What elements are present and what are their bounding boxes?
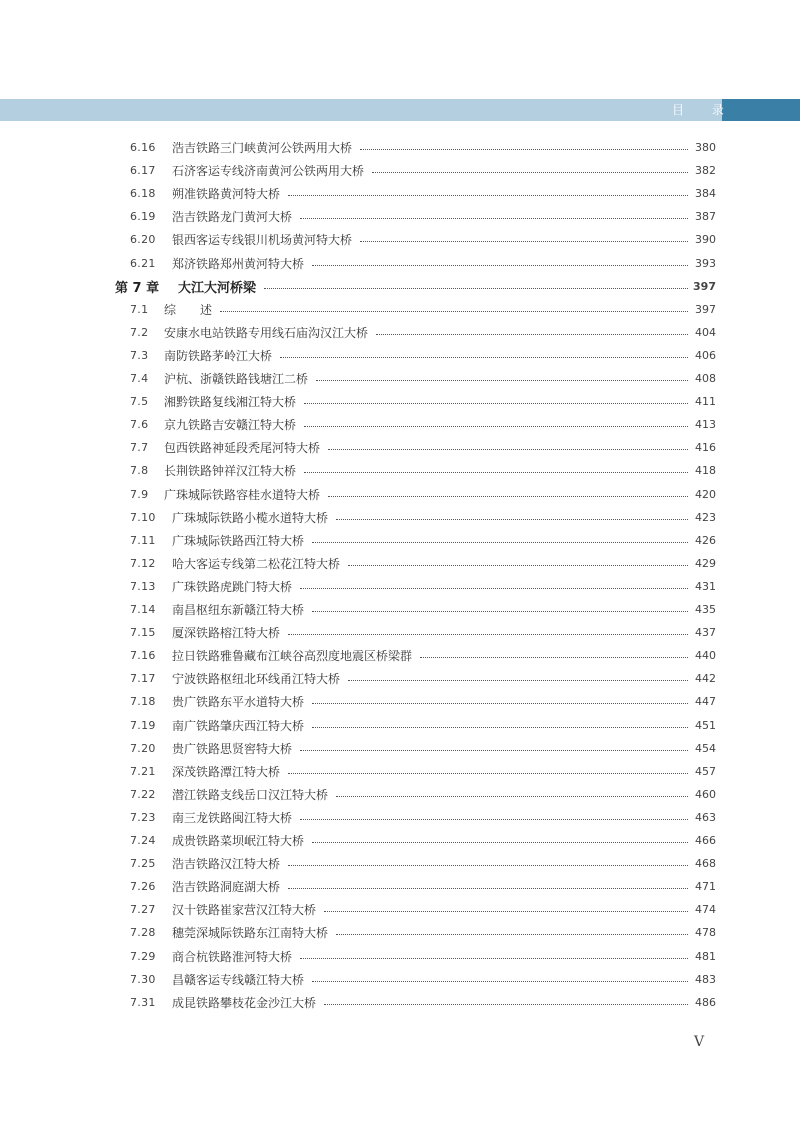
toc-entry-page: 468 bbox=[695, 857, 716, 871]
toc-entry-title: 拉日铁路雅鲁藏布江峡谷高烈度地震区桥梁群 bbox=[172, 649, 413, 664]
toc-entry-number: 7.5 bbox=[130, 395, 149, 409]
dot-leader bbox=[328, 495, 688, 497]
dot-leader bbox=[288, 864, 688, 866]
toc-entry-number: 7.17 bbox=[130, 672, 156, 686]
dot-leader bbox=[304, 425, 688, 427]
toc-entry[interactable] bbox=[0, 459, 800, 482]
chapter-label: 第 7 章 bbox=[115, 280, 160, 296]
toc-entry-number: 6.19 bbox=[130, 210, 156, 224]
page-number: V bbox=[694, 1034, 705, 1050]
toc-entry[interactable] bbox=[0, 690, 800, 713]
toc-entry-page: 440 bbox=[695, 649, 716, 663]
dot-leader bbox=[312, 841, 688, 843]
dot-leader bbox=[420, 656, 688, 658]
toc-entry-number: 7.22 bbox=[130, 787, 156, 801]
toc-entry-title: 广珠铁路虎跳门特大桥 bbox=[172, 579, 293, 594]
toc-entry-title: 汉十铁路崔家营汉江特大桥 bbox=[172, 903, 317, 918]
toc-entry-number: 7.25 bbox=[130, 857, 156, 871]
toc-entry-page: 404 bbox=[695, 325, 716, 339]
toc-entry-number: 6.18 bbox=[130, 187, 156, 201]
dot-leader bbox=[304, 471, 688, 473]
toc-entry-title: 深茂铁路潭江特大桥 bbox=[172, 764, 281, 779]
toc-entry-number: 7.28 bbox=[130, 926, 156, 940]
toc-entry-number: 7.15 bbox=[130, 626, 156, 640]
toc-entry[interactable] bbox=[0, 436, 800, 459]
toc-entry-page: 435 bbox=[695, 603, 716, 616]
table-of-contents bbox=[0, 136, 800, 1014]
toc-entry-number: 7.26 bbox=[130, 880, 156, 894]
toc-entry-page: 387 bbox=[695, 210, 716, 224]
toc-entry-page: 406 bbox=[695, 348, 716, 362]
toc-entry[interactable] bbox=[0, 852, 800, 875]
toc-entry-page: 454 bbox=[695, 741, 716, 755]
dot-leader bbox=[288, 633, 688, 635]
toc-entry[interactable] bbox=[0, 205, 800, 228]
dot-leader bbox=[300, 818, 688, 820]
toc-entry[interactable] bbox=[0, 644, 800, 667]
toc-entry[interactable] bbox=[0, 806, 800, 829]
toc-entry-page: 426 bbox=[695, 533, 716, 547]
toc-entry[interactable] bbox=[0, 344, 800, 367]
toc-entry-title: 长荆铁路钟祥汉江特大桥 bbox=[164, 464, 297, 479]
toc-entry-page: 429 bbox=[695, 556, 716, 570]
dot-leader bbox=[316, 379, 688, 381]
toc-entry-page: 423 bbox=[695, 510, 716, 524]
toc-entry-title: 广珠城际铁路容桂水道特大桥 bbox=[164, 487, 321, 502]
toc-entry-page: 451 bbox=[695, 718, 716, 732]
dot-leader bbox=[324, 1003, 688, 1005]
toc-entry-title: 昌赣客运专线赣江特大桥 bbox=[172, 972, 305, 987]
toc-entry-number: 7.10 bbox=[130, 510, 156, 524]
toc-entry[interactable] bbox=[0, 921, 800, 944]
toc-entry-title: 商合杭铁路淮河特大桥 bbox=[172, 949, 293, 964]
toc-entry-number: 6.16 bbox=[130, 141, 156, 154]
toc-entry-title: 广珠城际铁路西江特大桥 bbox=[172, 533, 305, 548]
toc-entry-title: 湘黔铁路复线湘江特大桥 bbox=[164, 395, 297, 410]
dot-leader bbox=[300, 749, 688, 751]
dot-leader bbox=[348, 564, 688, 566]
toc-entry[interactable] bbox=[0, 783, 800, 806]
toc-entry-number: 6.17 bbox=[130, 164, 156, 178]
toc-entry-page: 413 bbox=[695, 418, 716, 432]
toc-entry[interactable] bbox=[0, 875, 800, 898]
toc-entry-title: 沪杭、浙赣铁路钱塘江二桥 bbox=[164, 372, 309, 386]
toc-entry-number: 7.16 bbox=[130, 649, 156, 663]
dot-leader bbox=[280, 356, 688, 358]
toc-entry-page: 390 bbox=[695, 233, 716, 247]
toc-entry-page: 420 bbox=[695, 487, 716, 501]
toc-entry-title: 浩吉铁路洞庭湖大桥 bbox=[172, 880, 281, 895]
toc-entry-title: 安康水电站铁路专用线石庙沟汉江大桥 bbox=[164, 325, 369, 340]
toc-entry-number: 7.29 bbox=[130, 949, 156, 963]
toc-entry-page: 384 bbox=[695, 187, 716, 201]
toc-entry-page: 460 bbox=[695, 787, 716, 801]
toc-entry[interactable] bbox=[0, 737, 800, 760]
toc-entry-page: 393 bbox=[695, 256, 716, 270]
toc-entry[interactable] bbox=[0, 298, 800, 321]
toc-entry-page: 416 bbox=[695, 441, 716, 455]
toc-entry-number: 7.9 bbox=[130, 487, 149, 501]
toc-entry[interactable] bbox=[0, 968, 800, 991]
toc-chapter-entry[interactable] bbox=[0, 275, 800, 298]
toc-entry-title: 浩吉铁路龙门黄河大桥 bbox=[172, 210, 293, 225]
toc-entry-title: 银西客运专线银川机场黄河特大桥 bbox=[172, 233, 353, 248]
toc-entry-number: 7.18 bbox=[130, 695, 156, 709]
dot-leader bbox=[360, 148, 688, 150]
toc-entry-page: 442 bbox=[695, 672, 716, 686]
dot-leader bbox=[312, 541, 688, 543]
toc-entry-number: 6.20 bbox=[130, 233, 156, 247]
dot-leader bbox=[300, 957, 688, 959]
toc-entry-number: 7.13 bbox=[130, 579, 156, 593]
toc-entry-number: 7.24 bbox=[130, 834, 156, 847]
toc-entry-page: 474 bbox=[695, 903, 716, 917]
toc-entry-page: 397 bbox=[695, 302, 716, 316]
dot-leader bbox=[220, 310, 688, 312]
dot-leader bbox=[376, 333, 688, 335]
toc-entry-title: 成贵铁路菜坝岷江特大桥 bbox=[172, 834, 305, 848]
toc-entry-title: 综 述 bbox=[164, 302, 213, 317]
dot-leader bbox=[288, 194, 688, 196]
toc-entry[interactable] bbox=[0, 760, 800, 783]
toc-entry-page: 408 bbox=[695, 372, 716, 385]
dot-leader bbox=[312, 702, 688, 704]
toc-entry[interactable] bbox=[0, 598, 800, 621]
toc-entry[interactable] bbox=[0, 552, 800, 575]
toc-entry-title: 南广铁路肇庆西江特大桥 bbox=[172, 718, 305, 733]
toc-entry-title: 浩吉铁路汉江特大桥 bbox=[172, 857, 281, 872]
dot-leader bbox=[288, 772, 688, 774]
toc-entry-number: 7.4 bbox=[130, 372, 149, 385]
toc-entry-page: 471 bbox=[695, 880, 716, 894]
toc-entry-number: 7.12 bbox=[130, 556, 156, 570]
toc-entry[interactable] bbox=[0, 390, 800, 413]
toc-entry[interactable] bbox=[0, 367, 800, 390]
toc-entry[interactable] bbox=[0, 228, 800, 251]
toc-entry-number: 7.19 bbox=[130, 718, 156, 732]
dot-leader bbox=[288, 887, 688, 889]
toc-entry-number: 7.27 bbox=[130, 903, 156, 917]
toc-entry-title: 哈大客运专线第二松花江特大桥 bbox=[172, 556, 341, 571]
toc-entry[interactable] bbox=[0, 506, 800, 529]
toc-entry-title: 广珠城际铁路小榄水道特大桥 bbox=[172, 510, 329, 525]
dot-leader bbox=[312, 980, 688, 982]
toc-entry[interactable] bbox=[0, 483, 800, 506]
toc-entry-title: 贵广铁路思贤窖特大桥 bbox=[172, 741, 293, 756]
toc-entry[interactable] bbox=[0, 829, 800, 852]
toc-entry-number: 7.30 bbox=[130, 972, 156, 986]
toc-entry-number: 7.7 bbox=[130, 441, 149, 455]
toc-entry-title: 京九铁路吉安赣江特大桥 bbox=[164, 418, 297, 433]
toc-entry-page: 380 bbox=[695, 141, 716, 154]
toc-entry[interactable] bbox=[0, 991, 800, 1014]
toc-entry-title: 浩吉铁路三门峡黄河公铁两用大桥 bbox=[172, 141, 353, 155]
dot-leader bbox=[336, 933, 688, 935]
toc-entry-number: 7.31 bbox=[130, 995, 156, 1009]
toc-entry-title: 成昆铁路攀枝花金沙江大桥 bbox=[172, 995, 317, 1010]
dot-leader bbox=[324, 910, 688, 912]
toc-entry-title: 朔准铁路黄河特大桥 bbox=[172, 187, 281, 202]
dot-leader bbox=[372, 171, 688, 173]
toc-entry-number: 7.3 bbox=[130, 348, 149, 362]
toc-entry-page: 466 bbox=[695, 834, 716, 847]
toc-entry-title: 穗莞深城际铁路东江南特大桥 bbox=[172, 926, 329, 941]
toc-entry[interactable] bbox=[0, 898, 800, 921]
toc-entry[interactable] bbox=[0, 182, 800, 205]
dot-leader bbox=[304, 402, 688, 404]
dot-leader bbox=[312, 610, 688, 612]
toc-entry[interactable] bbox=[0, 575, 800, 598]
dot-leader bbox=[360, 240, 688, 242]
toc-entry[interactable] bbox=[0, 945, 800, 968]
dot-leader bbox=[312, 726, 688, 728]
dot-leader bbox=[312, 264, 688, 266]
toc-entry[interactable] bbox=[0, 252, 800, 275]
toc-entry-number: 7.11 bbox=[130, 533, 156, 547]
toc-entry[interactable] bbox=[0, 667, 800, 690]
toc-entry-page: 382 bbox=[695, 164, 716, 178]
toc-entry-title: 石济客运专线济南黄河公铁两用大桥 bbox=[172, 164, 365, 179]
toc-entry-page: 447 bbox=[695, 695, 716, 709]
toc-entry-number: 7.21 bbox=[130, 764, 156, 778]
toc-entry-number: 7.23 bbox=[130, 810, 156, 824]
running-header-title: 目 录 bbox=[672, 103, 736, 117]
toc-entry-page: 483 bbox=[695, 972, 716, 986]
toc-entry[interactable] bbox=[0, 321, 800, 344]
toc-entry-number: 7.8 bbox=[130, 464, 149, 478]
toc-entry-page: 411 bbox=[695, 395, 716, 409]
toc-entry-page: 486 bbox=[695, 995, 716, 1009]
dot-leader bbox=[328, 448, 688, 450]
chapter-page: 397 bbox=[693, 279, 716, 293]
toc-entry[interactable] bbox=[0, 529, 800, 552]
toc-entry[interactable] bbox=[0, 714, 800, 737]
toc-entry-title: 南昌枢纽东新赣江特大桥 bbox=[172, 603, 305, 617]
header-band bbox=[0, 99, 800, 121]
toc-entry-number: 6.21 bbox=[130, 256, 156, 270]
toc-entry-page: 478 bbox=[695, 926, 716, 940]
toc-entry-title: 南防铁路茅岭江大桥 bbox=[164, 348, 273, 363]
toc-entry-page: 431 bbox=[695, 579, 716, 593]
toc-entry-number: 7.1 bbox=[130, 302, 149, 316]
toc-entry-number: 7.14 bbox=[130, 603, 156, 616]
toc-entry[interactable] bbox=[0, 159, 800, 182]
dot-leader bbox=[348, 679, 688, 681]
toc-entry-title: 郑济铁路郑州黄河特大桥 bbox=[172, 256, 305, 271]
toc-entry-title: 潜江铁路支线岳口汉江特大桥 bbox=[172, 787, 329, 802]
toc-entry[interactable] bbox=[0, 136, 800, 159]
chapter-title: 大江大河桥梁 bbox=[178, 280, 257, 296]
dot-leader bbox=[300, 217, 688, 219]
toc-entry-page: 457 bbox=[695, 764, 716, 778]
toc-entry-page: 481 bbox=[695, 949, 716, 963]
toc-entry-title: 南三龙铁路闽江特大桥 bbox=[172, 810, 293, 825]
toc-entry-page: 463 bbox=[695, 810, 716, 824]
dot-leader bbox=[300, 587, 688, 589]
toc-entry-title: 宁波铁路枢纽北环线甬江特大桥 bbox=[172, 672, 341, 687]
toc-entry-title: 包西铁路神延段秃尾河特大桥 bbox=[164, 441, 321, 456]
dot-leader bbox=[336, 518, 688, 520]
toc-entry-page: 418 bbox=[695, 464, 716, 478]
dot-leader bbox=[336, 795, 688, 797]
toc-entry-page: 437 bbox=[695, 626, 716, 640]
toc-entry-title: 贵广铁路东平水道特大桥 bbox=[172, 695, 305, 710]
toc-entry[interactable] bbox=[0, 413, 800, 436]
dot-leader bbox=[264, 287, 688, 289]
toc-entry[interactable] bbox=[0, 621, 800, 644]
toc-entry-number: 7.20 bbox=[130, 741, 156, 755]
toc-entry-number: 7.6 bbox=[130, 418, 149, 432]
toc-entry-title: 厦深铁路榕江特大桥 bbox=[172, 626, 281, 641]
toc-entry-number: 7.2 bbox=[130, 325, 149, 339]
